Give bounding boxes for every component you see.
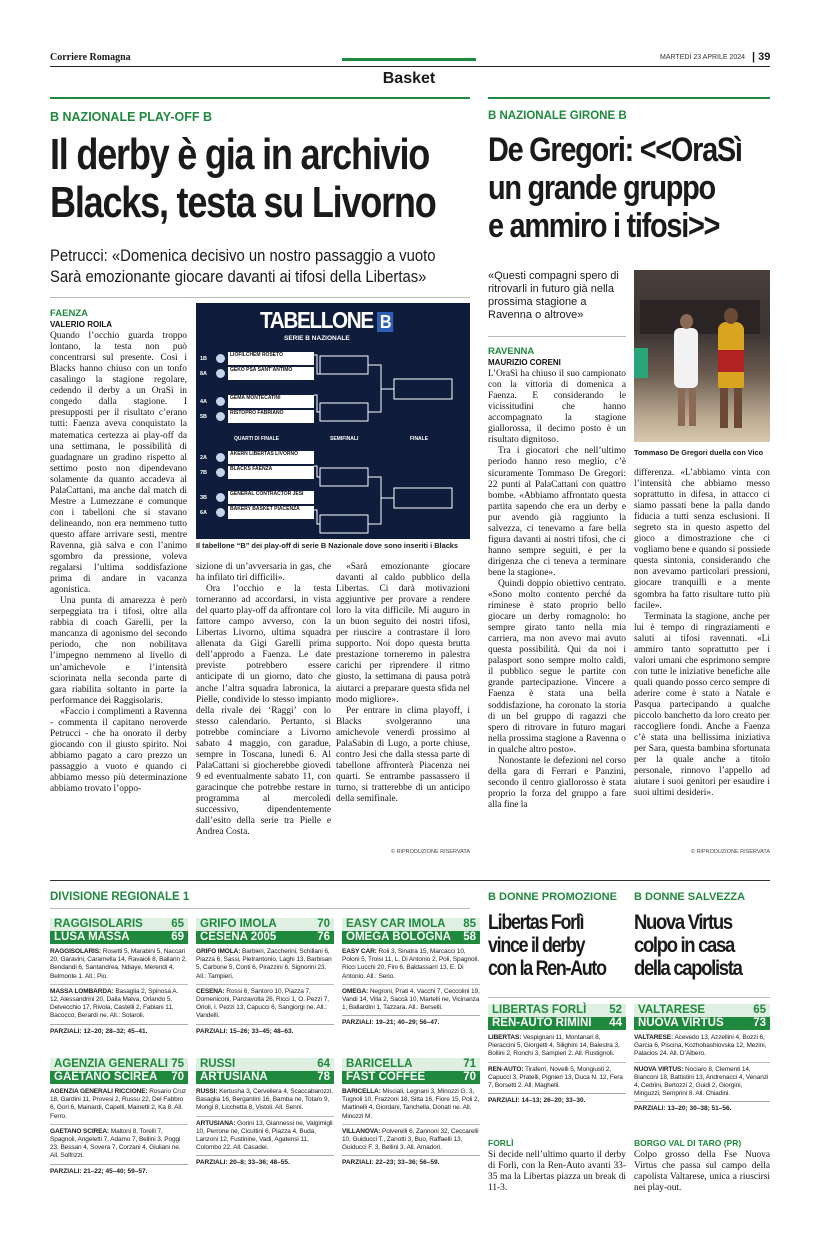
home-score: 65 [171,918,184,930]
bracket-subtitle: SERIE B NAZIONALE [284,335,350,342]
home-team: RUSSI [200,1058,236,1070]
left-column-1 [50,308,187,888]
page-number-value: 39 [758,51,771,63]
team-logo-icon [216,354,225,363]
left-col2-p1: sizione di un’avversaria in gas, che ha infilato tiri difficili». [196,562,331,584]
bracket-team-row [200,367,314,380]
bracket-seed: 5B [200,413,208,420]
salvezza-text: Colpo grosso della Fse Nuova Virtus che passa sul campo della capolista Valtarese, unica a riuscirsi nei play-out. [634,1150,770,1193]
home-roster: RAGGISOLARIS: Rosetti 5, Marabini 5, Naccari 20, Garavini, Caramella 14, Ravaioli 8, Ballarin 2, Bendandi 6, Santandrea, Ndiaye, Merendi 4, Belmonte 1. All.: Pio. [50,948,187,980]
bracket-team-name: RISTOPRO FABRIANO [228,410,314,423]
team-logo-icon [216,493,225,502]
score-box [196,918,334,1035]
left-kicker: B NAZIONALE PLAY-OFF B [50,110,213,124]
home-roster: AGENZIA GENERALI RICCIONE: Rosario Cruz 18, Gardini 11, Provesi 2, Russu 22, Del Fabbro 6, Gori 6, Mainardi, Capelli, Mainetti 2, Ka 8. All. Ferro. [50,1088,186,1120]
left-place: FAENZA [50,308,88,319]
right-col1-p4: Nonostante le defezioni nel corso della gara di Ferrari e Panzini, secondo il centro giallorosso è stata proprio la forza del gruppo a fare alla fine la [488,755,626,810]
score-box [342,918,480,1026]
left-subtitle-2: Sarà emozionante giocare davanti ai tifosi della Libertas» [50,268,427,286]
left-author: VALERIO ROILA [50,320,113,330]
bracket-sf-label: SEMIFINALI [330,436,359,442]
away-roster: ARTUSIANA: Gorini 13, Giannessi ne, Valgimigli 10, Perrone ne, Cicuttini 6, Piazza 4, Buda, Lanzoni 12, Fustinine, Vadi, Agatensi 11, Colombo 22. All. Casadei. [196,1116,334,1153]
away-team: NUOVA VIRTUS [638,1017,724,1029]
away-team: CESENA 2005 [200,931,277,943]
left-headline-1: Il derby è gia in archivio [50,130,430,179]
player-photo [634,270,770,442]
away-team-row [196,931,334,944]
bracket-team-name: BLACKS FAENZA [228,466,314,479]
bracket-qf-label: QUARTI DI FINALE [234,436,279,442]
bracket-seed: 7B [200,469,208,476]
home-roster: RUSSI: Kertusha 3, Cervellera 4, Scaccabarozzi, Basaglia 16, Bergantini 16, Bamba ne, Totaro 9, Morigi 8, Licchetta 8, Vistoli. All. Senni. [196,1088,333,1112]
section-bar [342,58,476,61]
bracket-team-name: LIOFILCHEM ROSETO [228,352,314,365]
away-roster: REN-AUTO: Tiraferri, Novelli 5, Mongiusti 2, Capucci 3, Pratelli, Pignieri 13, Duca N. 12, Fera 7, Borsetti 2. All. Maghelli. [488,1062,626,1091]
partials: PARZIALI: 15–26; 33–45; 48–63. [196,1024,334,1035]
right-author: MAURIZIO CORENI [488,358,561,368]
promozione-headline-2: vince il derby [488,934,585,957]
home-team: BARICELLA [346,1058,413,1070]
left-col3-p2: Per entrare in clima playoff, i Blacks svolgeranno una amichevole venerdì prossimo al PalaSabin di Lugo, a porte chiuse, contro Jesi che dalla stessa parte di tabellone affronterà Piacenza nei quarti. Se entrambe passassero il turno, si tratterebbe di un anticipo della semifinale. [336,705,470,804]
score-box [196,1058,334,1166]
bracket-seed: 4A [200,398,208,405]
left-headline-2: Blacks, testa su Livorno [50,178,436,227]
bracket-team-name: GEKO PSA SANT’ANTIMO [228,367,314,380]
salvezza-headline-1: Nuova Virtus [634,911,732,934]
right-column-2 [634,468,770,853]
team-logo-icon [216,468,225,477]
section-title: Basket [382,70,436,87]
away-team-row [50,931,188,944]
partials: PARZIALI: 20–8; 33–36; 48–55. [196,1155,334,1166]
away-score: 78 [317,1071,330,1083]
home-roster: VALTARESE: Acevedo 13, Azzellini 4, Bozzi 6, Garcia 6, Piscina, Kozhobashiovska 12, Mezini, Palacios 24. All. D’Albero. [634,1034,767,1058]
bracket-team-row [200,506,314,519]
home-score: 70 [317,918,330,930]
away-team: FAST COFFEE [346,1071,426,1083]
away-team-row [196,1071,334,1084]
away-roster: MASSA LOMBARDA: Basaglia 2, Spinosa A. 12, Alessandrini 20, Dalla Malva, Orlando 5, Delvecchio 17, Rivola, Castelli 2, Fabiani 11, Bacocco, Berardi ne. All.: Solaroli. [50,984,188,1021]
home-roster: EASY CAR: Roli 3, Sinatra 15, Marcacci 10, Poloni 5, Troisi 11, L. Di Antonio 2, Poli, Spagnoli, Ricci Lucchi 20, Fini 6, Baldassarri 13, E. Di Antonio. All.: Serio. [342,948,479,980]
home-score: 75 [171,1058,184,1070]
left-col2-p2: Ora l’occhio e la testa torneranno ad accordarsi, in vista del quarto play-off da affrontare col fattore campo avverso, con la Libertas Livorno, ultima squadra allenata da Gigi Garelli prima dell’approdo a Faenza. Le date previste potrebbero essere anticipate di un giorno, dato che anche l’altra squadra labronica, la Pielle, condivide lo stesso impianto della rivale dei ‘Raggi’ con lo stesso calendario. Pertanto, si potrebbe cominciare a Livorno sabato 4 maggio, con garadue, sempre in Toscana, lunedì 6. Al PalaCattani si giocherebbe giovedì 9 ed eventualmente sabato 11, con garacinque che potrebbe restare in programma al mercoledì successivo, dipendentemente dall’esito della serie tra Pielle e Andrea Costa. [196,584,331,838]
away-score: 70 [171,1071,184,1083]
bracket-team-row [200,395,314,408]
promozione-kicker: B DONNE PROMOZIONE [488,891,617,903]
partials: PARZIALI: 12–20; 28–32; 45–41. [50,1024,188,1035]
score-box [50,1058,188,1175]
away-team-row [50,1071,188,1084]
bracket-team-row [200,451,314,464]
home-roster: GRIFO IMOLA: Barbieri, Zaccherini, Schillani 6, Piazza 6, Sassi, Pietrantonio, Laghi 13, Barbisan 5, Carbone 5, Conti 6, Pirazzini 6, Signorini 23. All.: Tampieri. [196,948,332,980]
away-team: ARTUSIANA [200,1071,268,1083]
salvezza-headline-3: della capolista [634,957,742,980]
team-logo-icon [216,508,225,517]
away-score: 44 [609,1017,622,1029]
right-headline-2: un grande gruppo [488,169,715,207]
bracket-team-row [200,466,314,479]
away-score: 76 [317,931,330,943]
bracket-team-row [200,491,314,504]
away-roster: CESENA: Rossi 6, Santoro 10, Piazza 7, Domeniconi, Panzavolta 26, Ricci 1, O. Pezzi 7, Orioli, I. Pezzi 13, Capucci 6, Sangiorgi ne. All.: Vandelli. [196,984,334,1021]
right-col2-p1: differenza. «L’abbiamo vinta con l’intensità che abbiamo messo soprattutto in difesa, in attacco ci siamo passati bene la palla dando fiducia a tutti senza esclusioni. Il segreto sta in questo aspetto del gioco a dimostrazione che ci vogliamo bene e quando si possiede questa sintonia, considerando che non avevamo particolari pressioni, giocare tranquilli e a mente sgombra ha fatto risultare tutto più facile». [634,468,770,611]
bracket-final-label: FINALE [410,436,429,442]
away-score: 70 [463,1071,476,1083]
home-team: LIBERTAS FORLÌ [492,1004,587,1016]
away-roster: GAETANO SCIREA: Maltoni 8, Torelli 7, Spagnoli, Angeletti 7, Adamo 7, Bellini 3, Poggi 23, Bessan 4, Sovera 7, Corzani 4, Giuliani ne. All. Solfrizzi. [50,1124,188,1161]
away-score: 73 [753,1017,766,1029]
home-team: AGENZIA GENERALI [54,1058,168,1070]
home-score: 52 [609,1004,622,1016]
right-pull-quote: «Questi compagni spero di ritrovarli in futuro già nella prossima stagione a Ravenna o altrove» [488,270,619,321]
right-column-1 [488,346,626,886]
home-team-row [342,918,480,931]
score-box [488,1004,626,1104]
right-col1-p1: L’OraSì ha chiuso il suo campionato con la vittoria di domenica a Faenza. E considerando le vicissitudini che hanno accompagnato la stagione giallorossa, il decimo posto è un risultato dignitoso. [488,369,626,446]
team-logo-icon [216,397,225,406]
bracket-team-name: AKERN LIBERTAS LIVORNO [228,451,314,464]
away-roster: VILLANOVA: Polverelli 6, Zannoni 32, Ceccarelli 10, Guiducci T., Zanotti 3, Buo, Raffaelli 13, Guiducci F. 3, Bellini 3. All. Amadori. [342,1124,480,1153]
team-logo-icon [216,412,225,421]
home-team-row [196,1058,334,1071]
partials: PARZIALI: 13–20; 30–38; 51–56. [634,1101,770,1112]
away-score: 58 [463,931,476,943]
home-team-row [634,1004,770,1017]
left-repro: © RIPRODUZIONE RISERVATA [390,849,470,855]
right-col1-p2: Tra i giocatori che nell’ultimo periodo hanno reso meglio, c’è sicuramente Tommaso De Gregori: 22 punti al PalaCattani con quattro bombe. «Abbiamo affrontato questa partita sapendo che era un derby e pur avendo già raggiunto la salvezza, ci tenevamo a fare bella figura davanti ai nostri tifosi, che ci hanno sempre seguiti, e per la dirigenza che ci teneva a terminare bene la stagione». [488,446,626,578]
home-team-row [50,918,188,931]
partials: PARZIALI: 22–23; 33–36; 56–59. [342,1155,480,1166]
home-team: RAGGISOLARIS [54,918,143,930]
bracket-seed: 2A [200,454,208,461]
right-headline-3: e ammiro i tifosi>> [488,207,720,245]
team-logo-icon [216,369,225,378]
home-roster: BARICELLA: Misciali, Legnani 3, Minozzi G. 3, Tugnoli 10, Frazzoni 18, Sitta 16, Fiore 15, Poli 2, Martinelli 4, Giordani, Tanchella, Donati ne. All. Minozzi M. [342,1088,480,1120]
away-team: LUSA MASSA [54,931,130,943]
salvezza-headline-2: colpo in casa [634,934,734,957]
page-number: | 39 [752,51,771,63]
away-team-row [342,1071,480,1084]
bracket-seed: 3B [200,494,208,501]
bracket-team-name: GEMA MONTECATINI [228,395,314,408]
partials: PARZIALI: 21–22; 45–40; 59–57. [50,1164,188,1175]
score-box [50,918,188,1035]
issue-date: MARTEDÌ 23 APRILE 2024 [660,54,746,61]
bracket-seed: 6A [200,509,208,516]
right-repro: © RIPRODUZIONE RISERVATA [690,849,770,855]
home-roster: LIBERTAS: Vespignani 11, Montanari 8, Pieraccini 5, Giorgetti 4, Silighini 14, Balestra 3, Bollini 2, Ronchi 3, Sampieri 2. All. Rustignoli. [488,1034,620,1058]
bracket-title: TABELLONE B [260,307,393,334]
promozione-headline-1: Libertas Forlì [488,911,584,934]
bracket-graphic [196,303,470,539]
home-team-row [196,918,334,931]
away-team: OMEGA BOLOGNA [346,931,451,943]
home-score: 71 [463,1058,476,1070]
promozione-text: Si decide nell’ultimo quarto il derby di Forlì, con la Ren-Auto avanti 33-35 ma la Libertas piazza un break di 11-3. [488,1150,626,1193]
away-team-row [488,1017,626,1030]
home-team-row [488,1004,626,1017]
right-col2-p2: Terminata la stagione, anche per lui è tempo di ringraziamenti e saluti ai tifosi ravennati. «Li ammiro tanto soprattutto per i valori umani che esprimono sempre con tutte le iniziative benefiche alle quali quando posso cerco sempre di aderire come è stato a Natale e Pasqua partecipando a qualche piccolo banchetto da loro creato per raccogliere fondi. Anche a Faenza c’è stata una bellissima iniziativa per Sara, questa bambina sfortunata per la quale anche a titolo personale, rinnovo l’appello ad aiutare i suoi genitori per esaudire i suoi ultimi desideri». [634,611,770,799]
bracket-team-name: GENERAL CONTRACTOR JESI [228,491,314,504]
partials: PARZIALI: 14–13; 26–20; 33–30. [488,1093,626,1104]
newspaper-name: Corriere Romagna [50,52,131,63]
score-box [634,1004,770,1112]
team-logo-icon [216,453,225,462]
partials: PARZIALI: 19–21; 40–29; 56–47. [342,1015,480,1026]
bracket-team-name: BAKERY BASKET PIACENZA [228,506,314,519]
home-score: 65 [753,1004,766,1016]
salvezza-place: BORGO VAL DI TARO (PR) [634,1138,742,1148]
promozione-place: FORLÌ [488,1138,514,1148]
away-team-row [634,1017,770,1030]
photo-caption: Tommaso De Gregori duella con Vico [634,448,764,457]
left-col1-p2: Una punta di amarezza è però serpeggiata tra i tifosi, oltre alla rabbia di coach Garelli, per la mancanza di agonismo del secondo periodo, che non nobilitava l’impegno nemmeno al livello di un’amichevole e l’intensità sciorinata nella seconda parte di gara riabilita soltanto in parte la performance dei Raggisolaris. [50,596,187,706]
left-column-3 [336,562,470,882]
left-col3-p1: «Sarà emozionante giocare davanti al caldo pubblico della Libertas. Ci darà motivazioni aggiuntive per provare a rendere loro la vita difficile. Mi auguro in un buon seguito dei nostri tifosi, per riuscire a contrastare il loro supporto. Noi dopo questa brutta prestazione torneremo in palestra carichi per riprendere il ritmo giusto, la settimana di pausa potrà aiutarci a preparare questa sfida nel modo migliore». [336,562,470,705]
bracket-team-row [200,410,314,423]
bracket-seed: 1B [200,355,208,362]
promozione-headline-3: con la Ren-Auto [488,957,606,980]
left-col1-p3: «Faccio i complimenti a Ravenna - commenta il capitano neroverde Petrucci - che ha onorato il derby giocando con il giusto spirito. Noi abbiamo pagato a caro prezzo un passaggio a vuoto e quando ci abbiamo messo più determinazione abbiamo trovato l’oppo- [50,706,187,795]
home-score: 64 [317,1058,330,1070]
right-place: RAVENNA [488,346,535,357]
away-score: 69 [171,931,184,943]
away-roster: NUOVA VIRTUS: Nociaro 8, Clementi 14, Bianconi 18, Battistini 13, Andrenacci 4, Venanzi 4, Cedrini, Bertozzi 2, Guidi 2, Giorgini, Minguzzi, Semprini 8. All. Chiadini. [634,1062,770,1099]
bracket-team-row [200,352,314,365]
left-subtitle-1: Petrucci: «Domenica decisivo un nostro passaggio a vuoto [50,247,436,265]
right-col1-p3: Quindi doppio obiettivo centrato. «Sono molto contento perché da riminese è stato proprio bello giocare un derby romagnolo: ho sempre girato tanto nella mia carriera, ma non avevo mai avuto questa possibilità. Qui da noi i palasport sono sempre molto caldi, il pubblico segue le partite con grande partecipazione. Vincere a Faenza è stata una bella soddisfazione, ha coronato la storia di un bel gruppo di ragazzi che spero di ritrovare in futuro magari nella prossima stagione a Ravenna o in qualche altro posto». [488,578,626,755]
away-roster: OMEGA: Negroni, Prati 4, Vacchi 7, Ceccolini 19, Vandi 14, Villa 2, Saccà 10, Martelli ne, Vicinanza 1, Ballardini 1, Tazzara. All.: Berselli. [342,984,480,1013]
home-team-row [50,1058,188,1071]
home-team: EASY CAR IMOLA [346,918,446,930]
home-team-row [342,1058,480,1071]
away-team-row [342,931,480,944]
away-team: REN-AUTO RIMINI [492,1017,592,1029]
right-kicker: B NAZIONALE GIRONE B [488,110,627,122]
regionale-kicker: DIVISIONE REGIONALE 1 [50,891,190,903]
bracket-caption: Il tabellone “B” dei play-off di serie B Nazionale dove sono inseriti i Blacks [196,541,459,550]
home-team: GRIFO IMOLA [200,918,277,930]
salvezza-kicker: B DONNE SALVEZZA [634,891,746,903]
left-column-2 [196,562,331,882]
away-team: GAETANO SCIREA [54,1071,158,1083]
right-headline-1: De Gregori: <<OraSì [488,131,742,169]
score-box [342,1058,480,1166]
left-col1-p1: Quando l’occhio guarda troppo lontano, la testa non può concentrarsi sul presente. Così i Blacks hanno chiuso con un tonfo casalingo la stagione regolare, cedendo il derby a un OraSì in congedo dalla stagione. I presupposti per il risultato c’erano tutti: Faenza aveva conquistato la matematica certezza ai play-off da una settimana, le possibilità di guadagnare un gradino rispetto al settimo posto non dipendevano solamente da quanto accadeva al PalaCattani, ma anche dal match di Mestre a Lumezzane e comunque con i tabelloni che si stavano delineando, non era nemmeno tutto questo affare arrivare sesti, mentre Ravenna, già salva e con l’animo sgombro da pressione, voleva regalarsi l’ultima soddisfazione prima di andare in vacanza agonistica. [50,331,187,596]
home-score: 85 [463,918,476,930]
bracket-seed: 8A [200,370,208,377]
home-team: VALTARESE [638,1004,706,1016]
